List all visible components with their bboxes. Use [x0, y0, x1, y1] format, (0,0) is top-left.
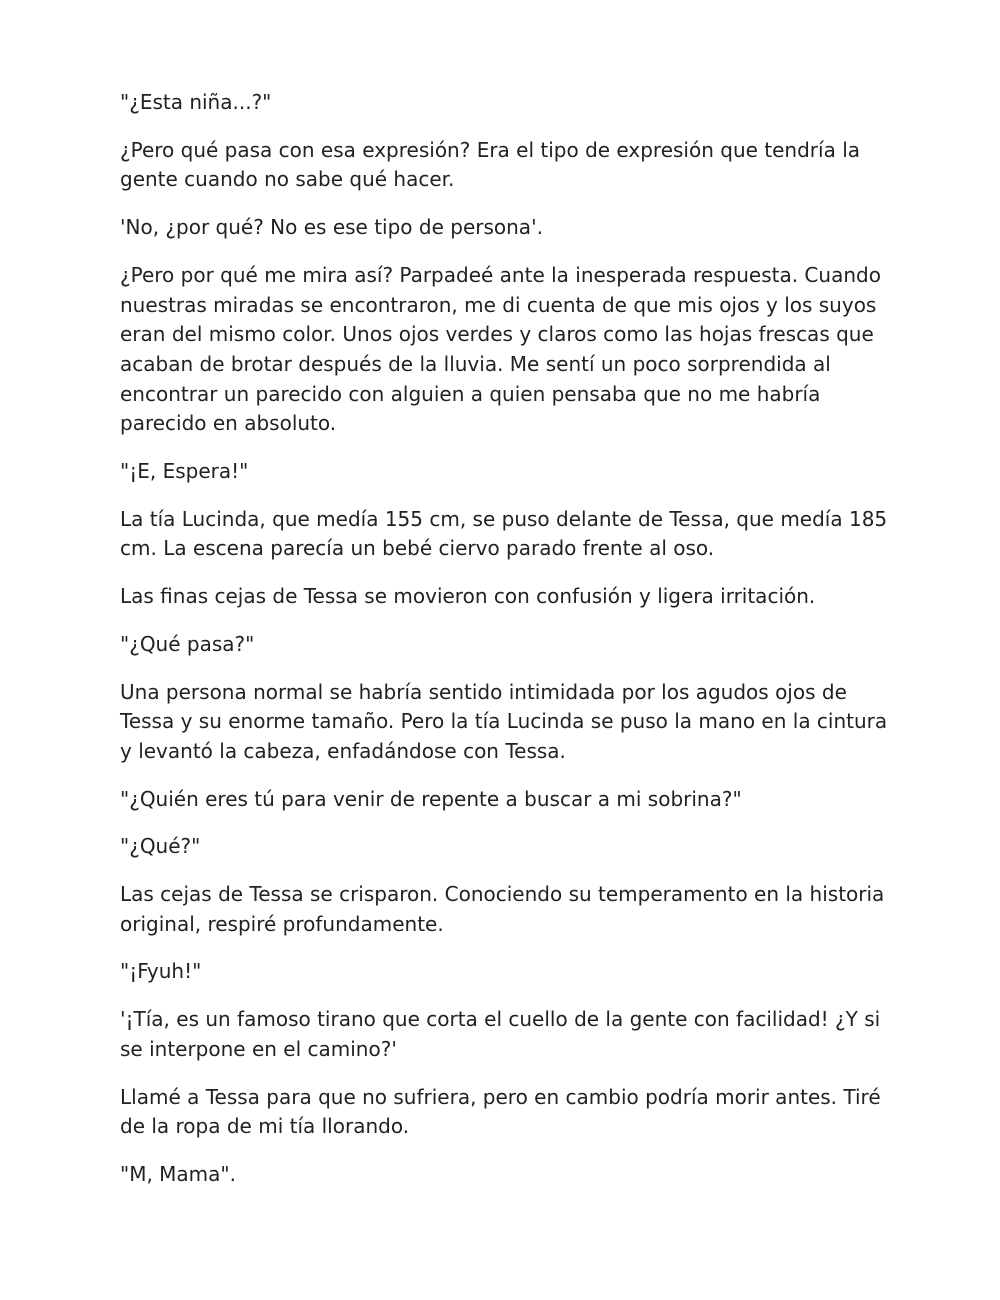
paragraph-10: "¿Quién eres tú para venir de repente a buscar a mi sobrina?" — [120, 786, 742, 811]
document-body — [120, 88, 900, 1208]
paragraph-8: "¿Qué pasa?" — [120, 631, 255, 656]
paragraph-4: ¿Pero por qué me mira así? Parpadeé ante la inesperada respuesta. Cuando nuestras miradas se encontraron, me di cuenta de que mis ojos y los suyos eran del mismo color. Unos ojos verdes y claros como las hojas frescas que acaban de brotar después de la lluvia. Me sentí un poco sorprendida al encontrar un parecido con alguien a quien pensaba que no me habría parecido en absoluto. — [120, 262, 881, 436]
paragraph-14: '¡Tía, es un famoso tirano que corta el cuello de la gente con facilidad! ¿Y si se interpone en el camino?' — [120, 1007, 881, 1061]
paragraph-11: "¿Qué?" — [120, 834, 201, 859]
paragraph-16: "M, Mama". — [120, 1161, 236, 1186]
paragraph-1: "¿Esta niña...?" — [120, 90, 272, 114]
paragraph-12: Las cejas de Tessa se crisparon. Conociendo su temperamento en la historia original, respiré profundamente. — [120, 882, 885, 936]
paragraph-9: Una persona normal se habría sentido intimidada por los agudos ojos de Tessa y su enorme tamaño. Pero la tía Lucinda se puso la mano en la cintura y levantó la cabeza, enfadándose con Tessa. — [120, 679, 888, 763]
paragraph-2: ¿Pero qué pasa con esa expresión? Era el tipo de expresión que tendría la gente cuando no sabe qué hacer. — [120, 137, 861, 192]
paragraph-3: 'No, ¿por qué? No es ese tipo de persona'. — [120, 215, 543, 240]
paragraph-7: Las finas cejas de Tessa se movieron con confusión y ligera irritación. — [120, 584, 816, 609]
paragraph-5: "¡E, Espera!" — [120, 459, 249, 484]
paragraph-13: "¡Fyuh!" — [120, 959, 202, 984]
paragraph-6: La tía Lucinda, que medía 155 cm, se puso delante de Tessa, que medía 185 cm. La escena parecía un bebé ciervo parado frente al oso. — [120, 506, 888, 561]
paragraph-15: Llamé a Tessa para que no sufriera, pero en cambio podría morir antes. Tiré de la ropa de mi tía llorando. — [120, 1084, 881, 1139]
